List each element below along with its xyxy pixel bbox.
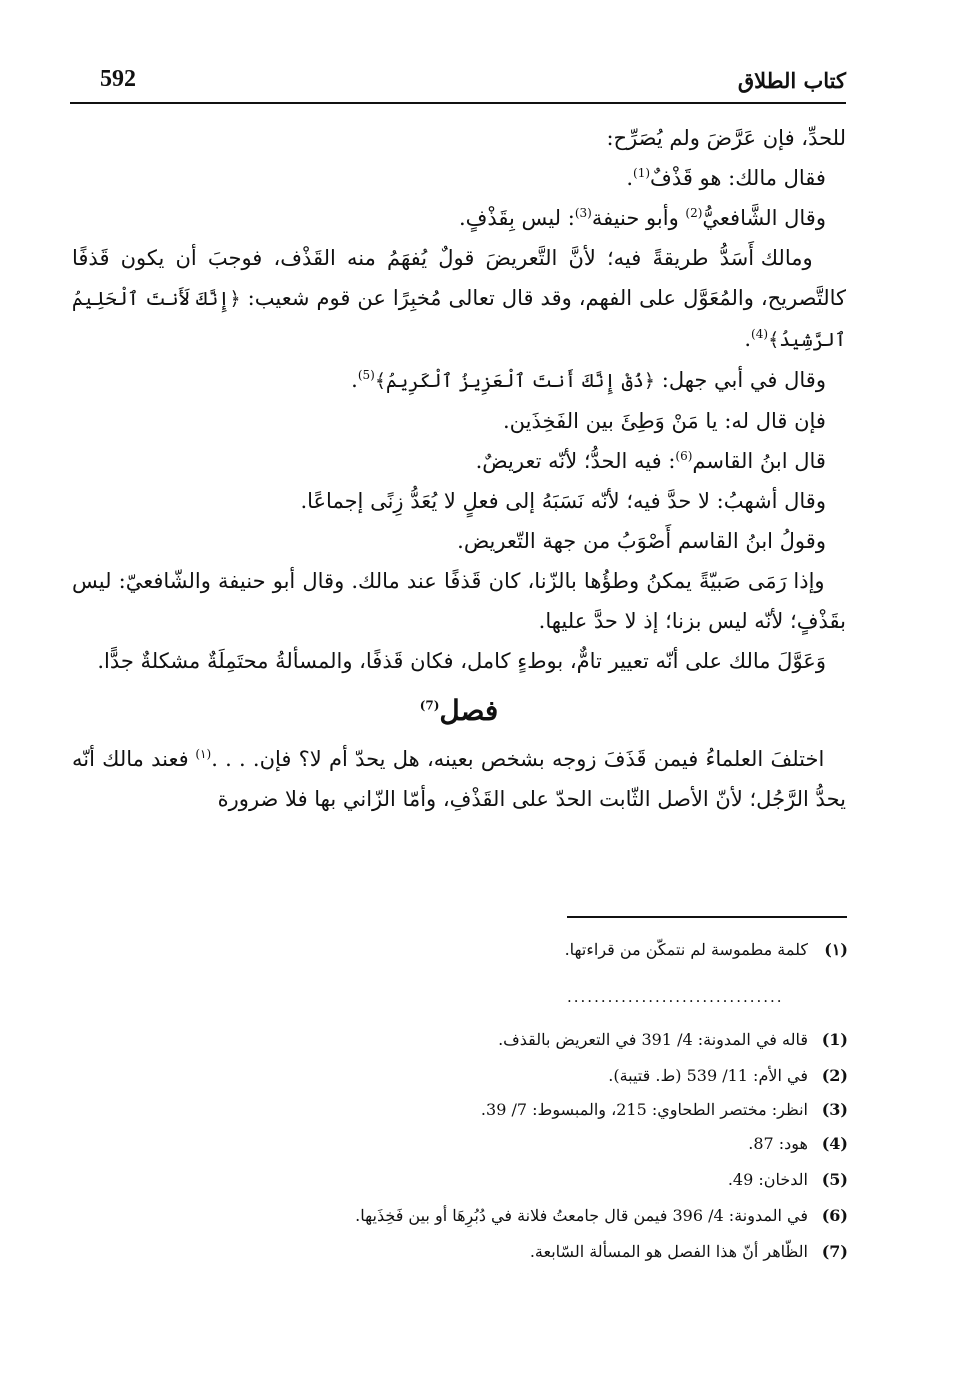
footnote: (7)الظّاهر أنّ هذا الفصل هو المسألة السّابعة. xyxy=(529,1242,848,1261)
footnote: (5)الدخان: 49. xyxy=(727,1170,848,1189)
paragraph: وَعَوَّلَ مالك على أنّه تعيير تامٌّ، بوطءٍ كامل، فكان قَذفًا، والمسألةُ محتَمِلَةٌ مشكلةٌ جدًّا. xyxy=(97,649,826,673)
editor-footnote: (١)كلمة مطموسة لم نتمكّن من قراءتها. xyxy=(564,940,848,959)
paragraph: اختلفَ العلماءُ فيمن قَذَفَ زوجه بشخص بعينه، هل يحدّ أم لا؟ فإن. . . .$^{(١)}$ فعند مالك أنّه يحدُّ الرَّجُل؛ لأنّ الأصل الثّابت الحدّ على القَذْفِ، وأمّا الزّاني بها فلا ضرورة xyxy=(72,747,846,811)
paragraph: فإن قال له: يا مَنْ وَطِئَ بين الفَخِذَين. xyxy=(503,409,826,433)
footnote-ref[interactable]: (١) xyxy=(195,747,212,761)
footnote: (3)انظر: مختصر الطحاوي: 215، والمبسوط: 7/ 39. xyxy=(480,1100,848,1119)
paragraph: للحدِّ، فإن عَرَّضَ ولم يُصَرِّح: xyxy=(606,126,846,150)
main-text xyxy=(72,118,846,819)
footnote-ref[interactable]: (1) xyxy=(633,166,651,180)
paragraph: وإذا رَمَى صَبيّةً يمكنُ وطؤُها بالزّنا، كان قَذفًا عند مالك. وقال أبو حنيفة والشّافعيّ: ليس بقَذْفٍ؛ لأنّه ليس بزنا؛ إذ لا حدَّ عليها. xyxy=(72,569,846,633)
page-number: 592 xyxy=(100,66,136,92)
footnote-ref[interactable]: (5) xyxy=(357,368,375,382)
paragraph: ومالك أَسَدُّ طريقةً فيه؛ لأنَّ التَّعريضَ قولٌ يُفهَمُ منه القَذْف، فوجبَ أن يكون قَذفًا كالتَّصريح، والمُعَوَّل على الفهم، وقد قال تعالى مُخبِرًا عن قوم شعيب: ﴿إِنَّكَ لَأَنتَ ٱلْحَلِيمُ ٱلرَّشِيدُ﴾$^{(4)}$. xyxy=(72,246,846,351)
running-title: كتاب الطلاق xyxy=(737,68,846,93)
footnote-ref[interactable]: (3) xyxy=(574,206,592,220)
quran-quote: ﴿إِنَّكَ لَأَنتَ ٱلْحَلِيمُ ٱلرَّشِيدُ﴾ xyxy=(72,288,846,351)
footnote-ref[interactable]: (7) xyxy=(419,698,440,713)
footnote: (6)في المدونة: 4/ 396 فيمن قال جامعتُ فلانة في دُبُرِهَا أو بين فَخِذَيها. xyxy=(355,1206,848,1225)
paragraph: وقال الشَّافعيُّ$^{(2)}$ وأبو حنيفة$^{(3)}$: ليس بِقَذْفٍ. xyxy=(458,206,826,230)
footnote-rule xyxy=(567,916,847,918)
section-heading: فصل$^{(7)}$ xyxy=(419,694,499,727)
footnote: (1)قاله في المدونة: 4/ 391 في التعريض بالقذف. xyxy=(498,1030,848,1049)
paragraph: قال ابنُ القاسم$^{(6)}$: فيه الحدُّ؛ لأنّه تعريضٌ. xyxy=(475,449,826,473)
paragraph: فقال مالك: هو قَذْفٌ$^{(1)}$. xyxy=(626,166,826,190)
footnote-separator: ................................ xyxy=(567,988,784,1006)
footnote: (2)في الأم: 11/ 539 (ط. قتيبة). xyxy=(608,1066,848,1085)
footnote-ref[interactable]: (6) xyxy=(675,449,693,463)
footnote-ref[interactable]: (4) xyxy=(751,327,769,341)
page-header xyxy=(70,62,846,104)
paragraph: وقال أشهبُ: لا حدَّ فيه؛ لأنّه نَسَبَهُ إلى فعلٍ لا يُعَدُّ زِنًى إجماعًا. xyxy=(300,489,826,513)
paragraph: وقولُ ابنُ القاسم أَصْوَبُ من جهة التّعريض. xyxy=(457,529,826,553)
footnote-ref[interactable]: (2) xyxy=(685,206,703,220)
footnote: (4)هود: 87. xyxy=(748,1134,848,1153)
paragraph: وقال في أبي جهل: ﴿ذُقْ إِنَّكَ أَنتَ ٱلْعَزِيزُ ٱلْكَرِيمُ﴾$^{(5)}$. xyxy=(351,368,826,392)
quran-quote: ﴿ذُقْ إِنَّكَ أَنتَ ٱلْعَزِيزُ ٱلْكَرِيمُ﴾ xyxy=(374,370,656,392)
